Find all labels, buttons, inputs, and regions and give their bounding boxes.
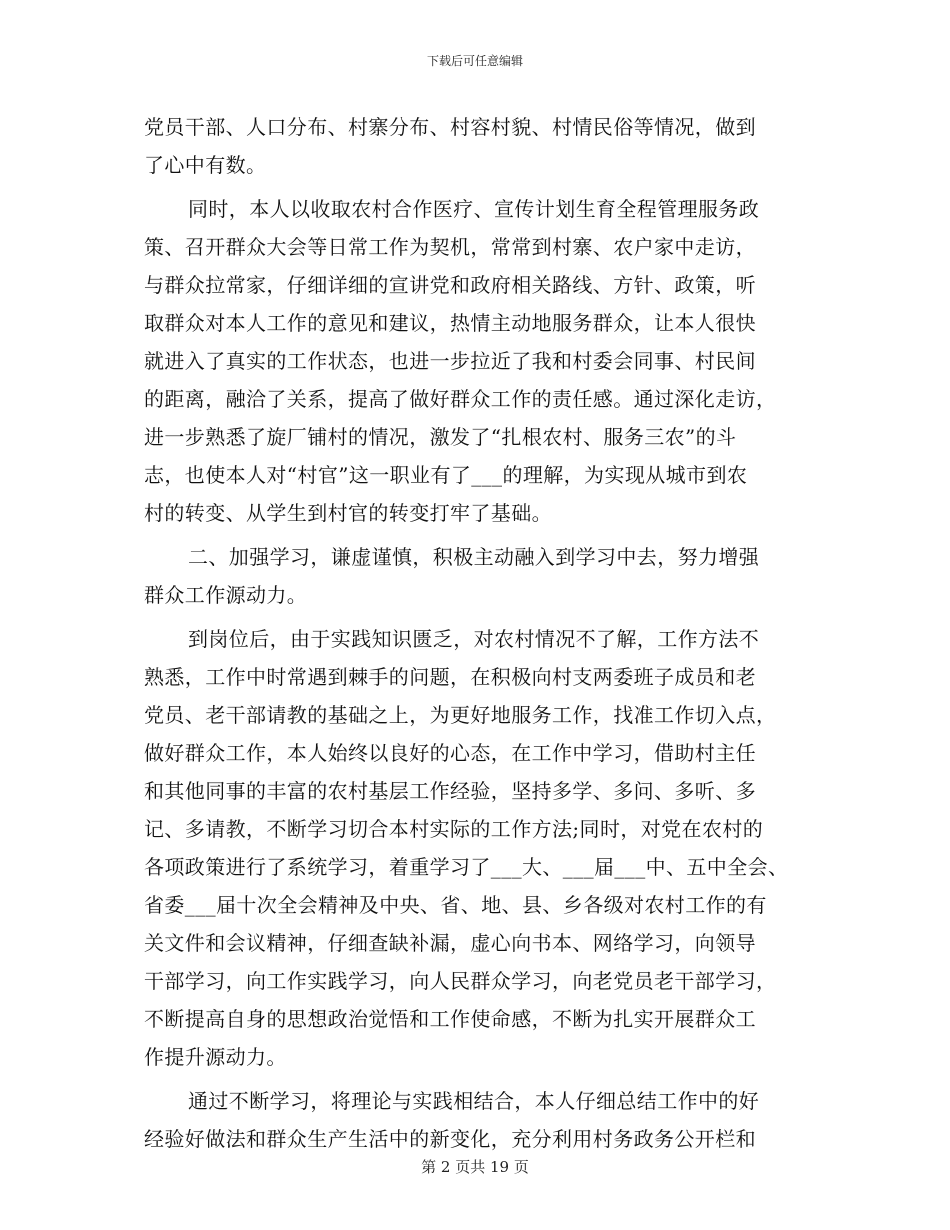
text-line: 了心中有数。	[144, 153, 267, 177]
text-line: 二、加强学习，谦虚谨慎，积极主动融入到学习中去，努力增强	[188, 545, 760, 569]
text-line: 关文件和会议精神，仔细查缺补漏，虚心向书本、网络学习，向领导	[144, 931, 756, 955]
text-line: 熟悉，工作中时常遇到棘手的问题，在积极向村支两委班子成员和老	[144, 665, 756, 689]
text-line: 到岗位后，由于实践知识匮乏，对农村情况不了解，工作方法不	[188, 627, 760, 651]
text-line: 和其他同事的丰富的农村基层工作经验，坚持多学、多问、多听、多	[144, 779, 756, 803]
text-line: 就进入了真实的工作状态，也进一步拉近了我和村委会同事、村民间	[144, 349, 756, 373]
text-line: 不断提高自身的思想政治觉悟和工作使命感，不断为扎实开展群众工	[144, 1007, 756, 1031]
text-line: 与群众拉常家，仔细详细的宣讲党和政府相关路线、方针、政策，听	[144, 273, 756, 297]
text-line: 干部学习，向工作实践学习，向人民群众学习，向老党员老干部学习，	[144, 969, 777, 993]
text-line: 群众工作源动力。	[144, 583, 308, 607]
text-line: 党员、老干部请教的基础之上，为更好地服务工作，找准工作切入点，	[144, 703, 777, 727]
text-line: 策、召开群众大会等日常工作为契机，常常到村寨、农户家中走访，	[144, 235, 756, 259]
text-line: 作提升源动力。	[144, 1045, 287, 1069]
text-line: 的距离，融洽了关系，提高了做好群众工作的责任感。通过深化走访，	[144, 387, 777, 411]
page-number: 第 2 页共 19 页	[421, 1158, 529, 1176]
text-line: 记、多请教，不断学习切合本村实际的工作方法;同时，对党在农村的	[144, 817, 764, 841]
text-line: 进一步熟悉了旋厂铺村的情况，激发了“扎根农村、服务三农”的斗	[144, 425, 737, 449]
text-line: 同时，本人以收取农村合作医疗、宣传计划生育全程管理服务政	[188, 197, 760, 221]
text-line: 通过不断学习，将理论与实践相结合，本人仔细总结工作中的好	[188, 1089, 760, 1113]
text-line: 村的转变、从学生到村官的转变打牢了基础。	[144, 501, 552, 525]
document-body	[144, 108, 814, 1158]
text-line: 做好群众工作，本人始终以良好的心态，在工作中学习，借助村主任	[144, 741, 756, 765]
page-header-note: 下载后可任意编辑	[426, 54, 523, 68]
text-line: 省委___届十次全会精神及中央、省、地、县、乡各级对农村工作的有	[144, 893, 767, 917]
text-line: 经验好做法和群众生产生活中的新变化，充分利用村务政务公开栏和	[144, 1127, 756, 1151]
text-line: 党员干部、人口分布、村寨分布、村容村貌、村情民俗等情况，做到	[144, 115, 756, 139]
text-line: 各项政策进行了系统学习，着重学习了___大、___届___中、五中全会、	[144, 855, 789, 879]
text-line: 志，也使本人对“村官”这一职业有了___的理解，为实现从城市到农	[144, 463, 748, 487]
text-line: 取群众对本人工作的意见和建议，热情主动地服务群众，让本人很快	[144, 311, 756, 335]
